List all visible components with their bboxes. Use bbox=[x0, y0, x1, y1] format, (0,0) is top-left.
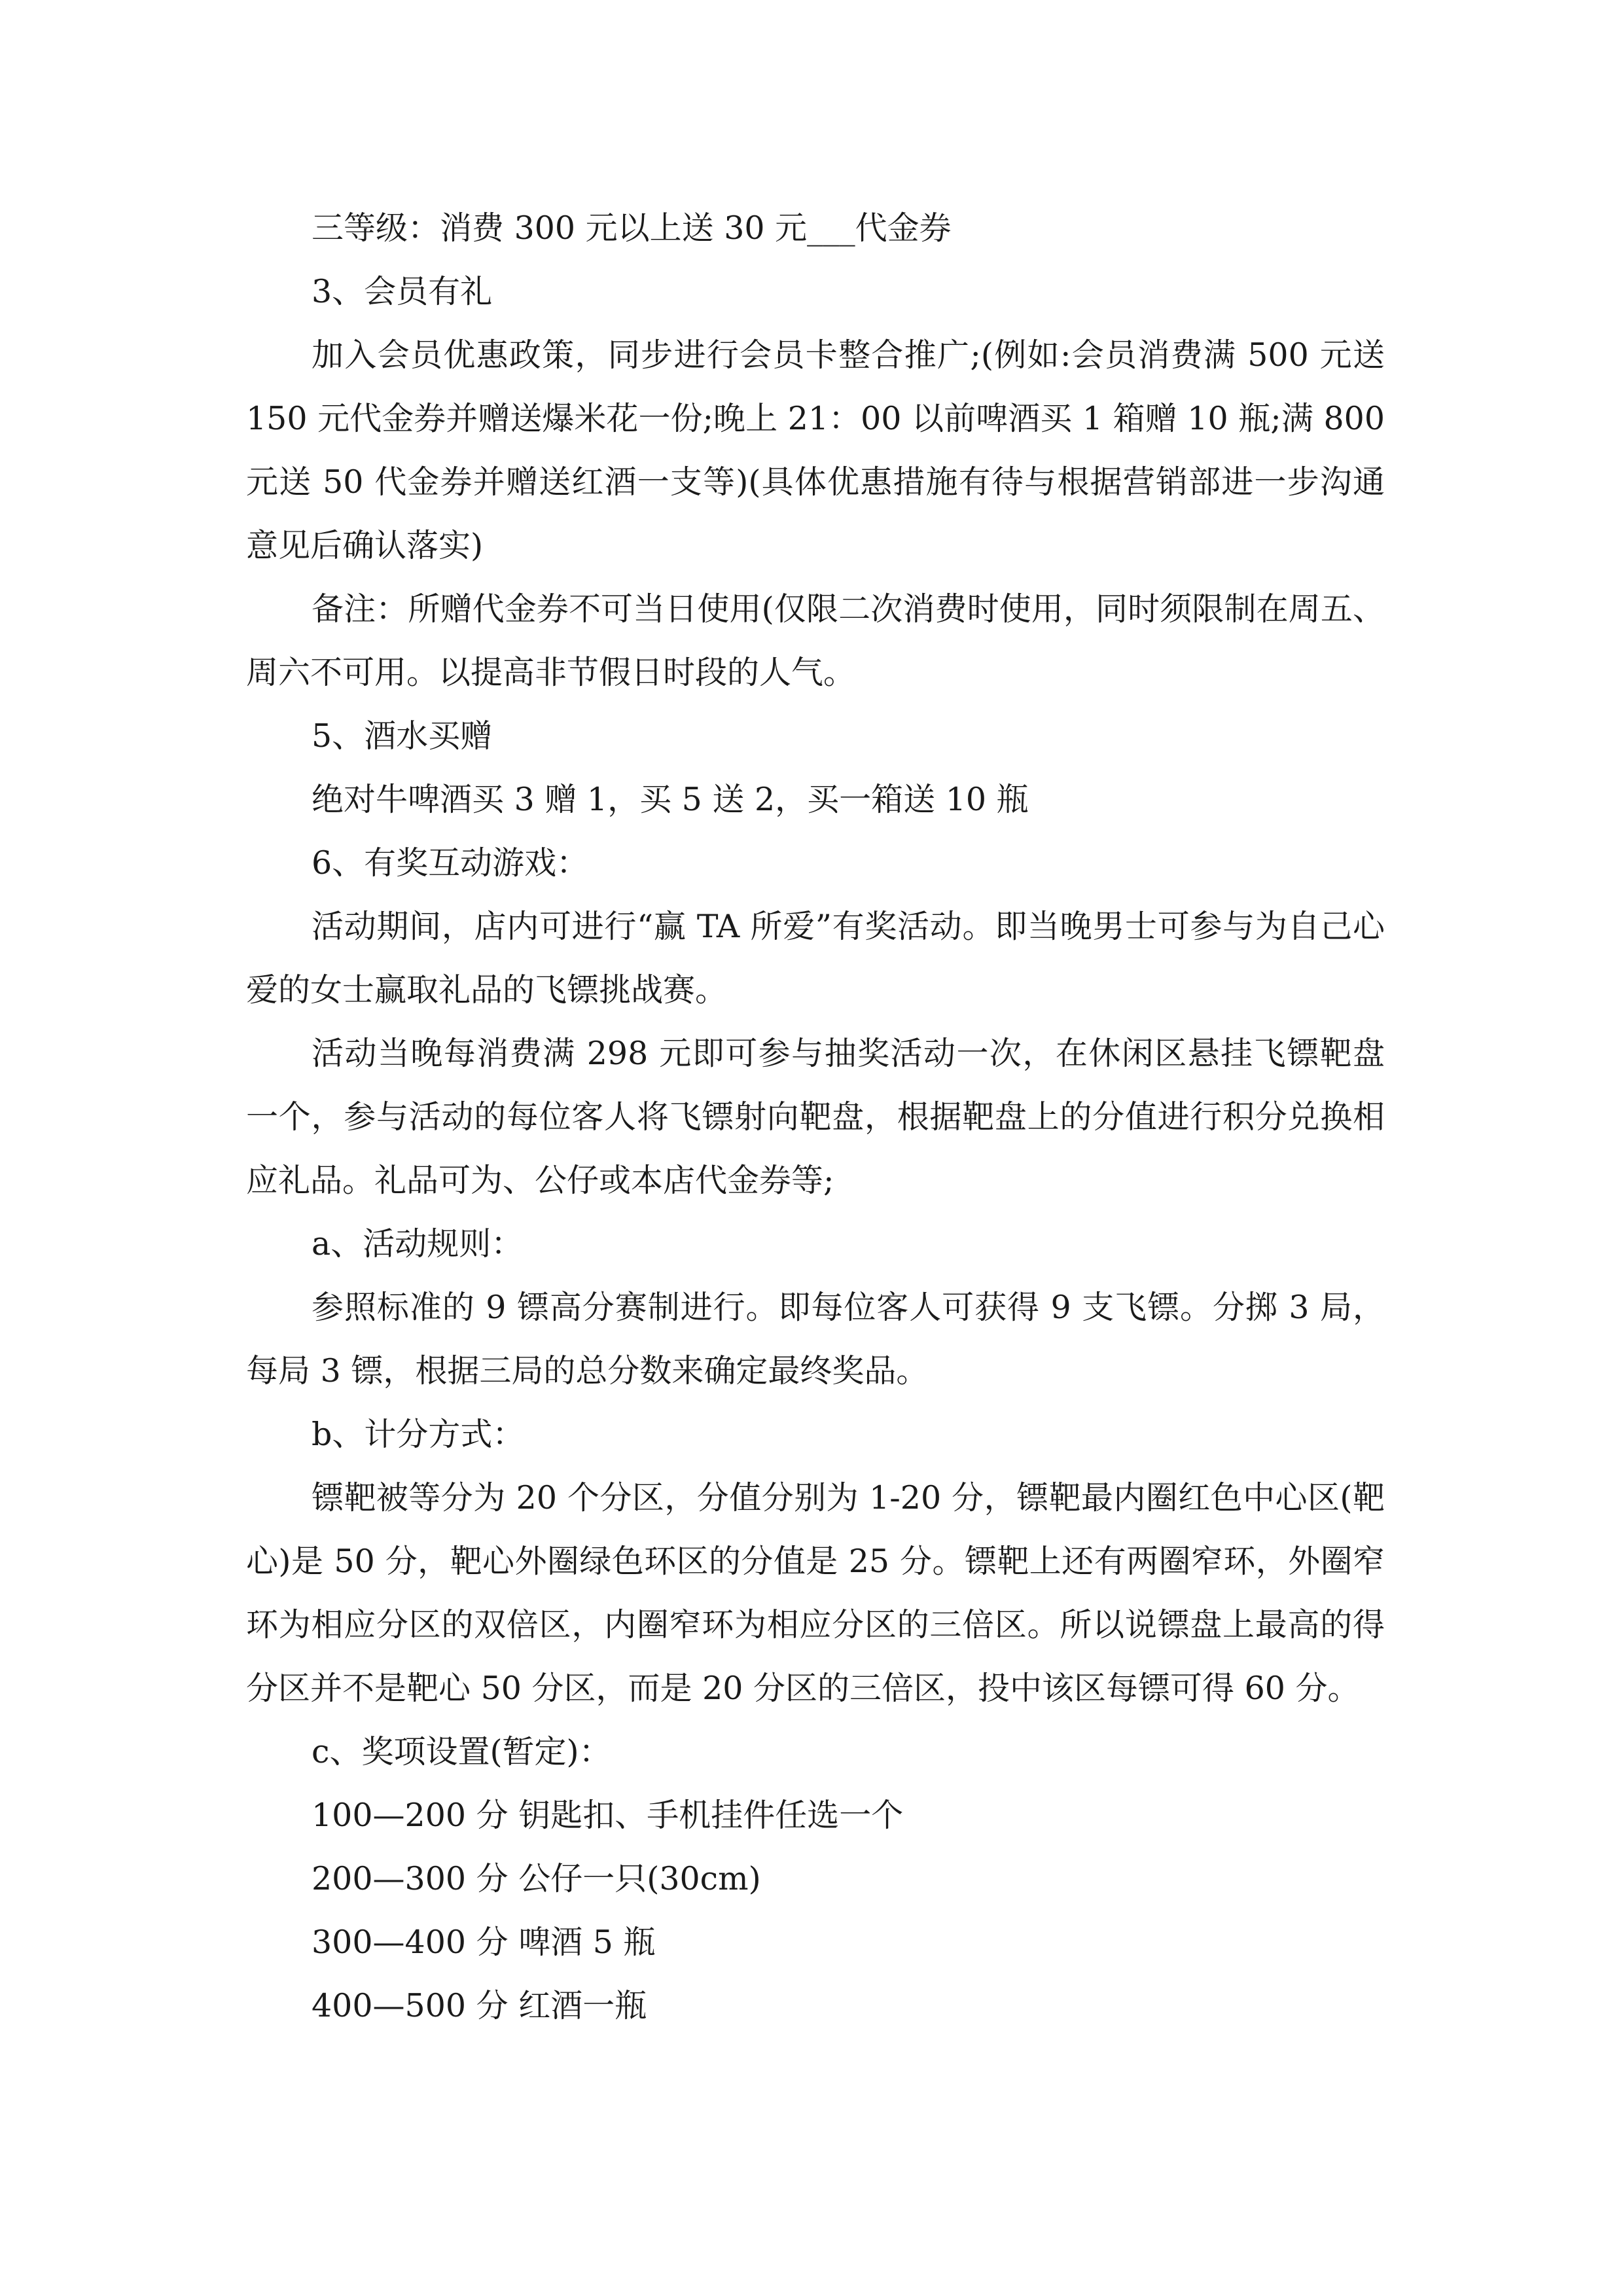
document-body bbox=[246, 196, 1395, 2037]
prize-row-1: 100—200 分 钥匙扣、手机挂件任选一个 bbox=[312, 1797, 904, 1834]
heading-interactive-game: 6、有奖互动游戏： bbox=[312, 844, 589, 882]
prize-row-2: 200—300 分 公仔一只(30cm) bbox=[312, 1860, 761, 1897]
paragraph-remark: 备注：所赠代金券不可当日使用(仅限二次消费时使用，同时须限制在周五、周六不可用。以提高非节假日时段的人气。 bbox=[246, 590, 1385, 691]
prize-row-4: 400—500 分 红酒一瓶 bbox=[312, 1987, 647, 2024]
paragraph-tier-three: 三等级：消费 300 元以上送 30 元___代金券 bbox=[312, 209, 952, 247]
paragraph-game-intro: 活动期间，店内可进行“赢 TA 所爱”有奖活动。即当晚男士可参与为自己心爱的女士赢取礼品的飞镖挑战赛。 bbox=[246, 908, 1385, 1009]
paragraph-lottery: 活动当晚每消费满 298 元即可参与抽奖活动一次，在休闲区悬挂飞镖靶盘一个，参与活动的每位客人将飞镖射向靶盘，根据靶盘上的分值进行积分兑换相应礼品。礼品可为、公仔或本店代金券等; bbox=[246, 1035, 1385, 1199]
paragraph-member-policy: 加入会员优惠政策，同步进行会员卡整合推广;(例如:会员消费满 500 元送 150 元代金券并赠送爆米花一份;晚上 21：00 以前啤酒买 1 箱赠 10 瓶;满 800 元送 50 代金券并赠送红酒一支等)(具体优惠措施有待与根据营销部进一步沟通意见后确认落实) bbox=[246, 336, 1395, 564]
heading-drink-promo: 5、酒水买赠 bbox=[312, 717, 493, 755]
heading-scoring: b、计分方式： bbox=[312, 1416, 525, 1453]
paragraph-beer-offer: 绝对牛啤酒买 3 赠 1，买 5 送 2，买一箱送 10 瓶 bbox=[312, 781, 1029, 818]
paragraph-rules: 参照标准的 9 镖高分赛制进行。即每位客人可获得 9 支飞镖。分掷 3 局，每局 3 镖，根据三局的总分数来确定最终奖品。 bbox=[246, 1289, 1385, 1390]
heading-member-gift: 3、会员有礼 bbox=[312, 273, 493, 310]
prize-row-3: 300—400 分 啤酒 5 瓶 bbox=[312, 1924, 656, 1961]
heading-rules: a、活动规则： bbox=[312, 1225, 524, 1263]
paragraph-scoring: 镖靶被等分为 20 个分区，分值分别为 1-20 分，镖靶最内圈红色中心区(靶心)是 50 分，靶心外圈绿色环区的分值是 25 分。镖靶上还有两圈窄环，外圈窄环为相应分区的双倍区，内圈窄环为相应分区的三倍区。所以说镖盘上最高的得分区并不是靶心 50 分区，而是 20 分区的三倍区，投中该区每镖可得 60 分。 bbox=[246, 1479, 1385, 1707]
heading-prizes: c、奖项设置(暂定)： bbox=[312, 1733, 611, 1770]
